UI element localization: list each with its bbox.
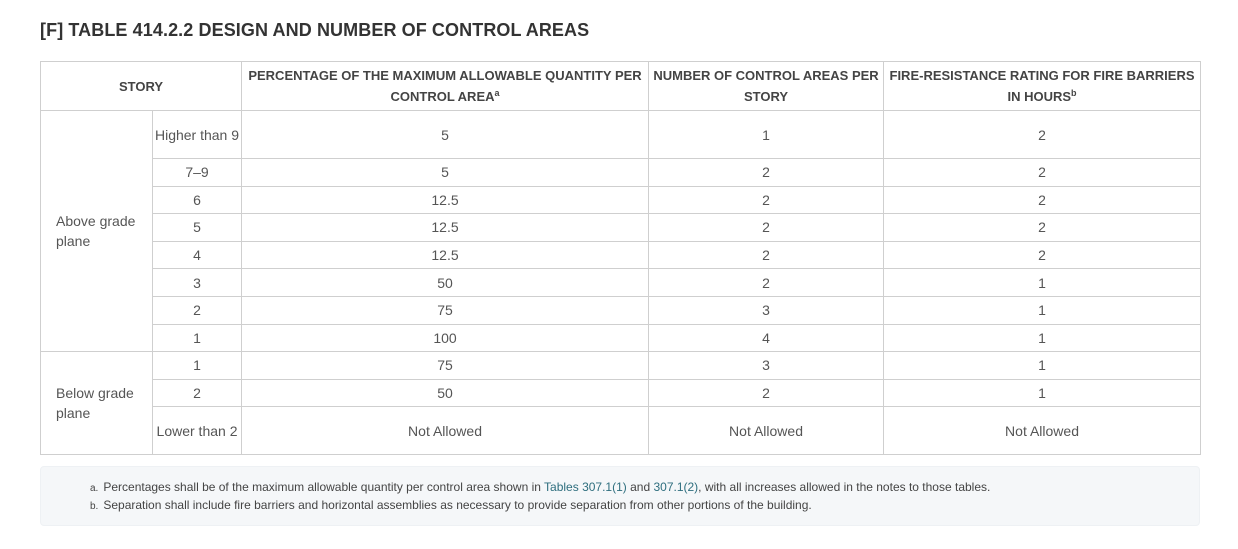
table-row	[41, 379, 1201, 407]
percentage-cell: 75	[242, 296, 649, 324]
group-label-below-grade: Below grade plane	[41, 352, 153, 455]
footnote-b	[90, 497, 812, 515]
table-row	[41, 269, 1201, 297]
percentage-cell: 5	[242, 159, 649, 187]
control-areas-cell: 2	[649, 269, 884, 297]
table-row	[41, 111, 1201, 159]
story-cell: 3	[153, 269, 242, 297]
fire-rating-cell: 2	[884, 241, 1201, 269]
footnote-a	[90, 479, 990, 497]
header-row	[41, 62, 1201, 111]
footnote-text: , with all increases allowed in the notes to those tables.	[698, 480, 991, 494]
percentage-cell: 12.5	[242, 186, 649, 214]
percentage-cell: 12.5	[242, 214, 649, 242]
footnote-text: Separation shall include fire barriers and horizontal assemblies as necessary to provide separation from other portions of the building.	[103, 498, 812, 512]
story-cell: 1	[153, 324, 242, 352]
fire-rating-cell: Not Allowed	[884, 407, 1201, 455]
table-307-1-2-link[interactable]: 307.1(2)	[653, 480, 699, 494]
story-cell: 6	[153, 186, 242, 214]
fire-rating-cell: 2	[884, 159, 1201, 187]
table-row	[41, 214, 1201, 242]
control-areas-cell: 3	[649, 296, 884, 324]
story-cell: 2	[153, 379, 242, 407]
control-areas-cell: 2	[649, 379, 884, 407]
table-title: [F] TABLE 414.2.2 DESIGN AND NUMBER OF CONTROL AREAS	[40, 20, 590, 40]
story-cell: Higher than 9	[153, 111, 242, 159]
percentage-cell: 100	[242, 324, 649, 352]
fire-rating-cell: 1	[884, 296, 1201, 324]
fire-rating-cell: 1	[884, 269, 1201, 297]
control-areas-cell: Not Allowed	[649, 407, 884, 455]
percentage-cell: 5	[242, 111, 649, 159]
fire-rating-cell: 2	[884, 214, 1201, 242]
fire-rating-cell: 1	[884, 379, 1201, 407]
percentage-cell: 75	[242, 352, 649, 380]
story-cell: Lower than 2	[153, 407, 242, 455]
group-label-above-grade: Above grade plane	[41, 111, 153, 352]
percentage-cell: 50	[242, 379, 649, 407]
story-cell: 1	[153, 352, 242, 380]
header-fire-rating: FIRE-RESISTANCE RATING FOR FIRE BARRIERS IN HOURS$^b$	[884, 62, 1201, 111]
table-row	[41, 296, 1201, 324]
story-cell: 4	[153, 241, 242, 269]
footnote-text: Percentages shall be of the maximum allowable quantity per control area shown in	[103, 480, 545, 494]
control-areas-cell: 4	[649, 324, 884, 352]
percentage-cell: Not Allowed	[242, 407, 649, 455]
footnote-marker: a.	[90, 483, 99, 494]
footnote-marker: b.	[90, 501, 99, 512]
header-control-areas: NUMBER OF CONTROL AREAS PER STORY	[649, 62, 884, 111]
header-percentage: PERCENTAGE OF THE MAXIMUM ALLOWABLE QUANTITY PER CONTROL AREA$^a$	[242, 62, 649, 111]
control-areas-cell: 2	[649, 186, 884, 214]
fire-rating-cell: 2	[884, 186, 1201, 214]
header-story: STORY	[41, 62, 242, 111]
control-areas-cell: 2	[649, 214, 884, 242]
fire-rating-cell: 1	[884, 352, 1201, 380]
control-areas-cell: 1	[649, 111, 884, 159]
control-areas-cell: 3	[649, 352, 884, 380]
table-row	[41, 241, 1201, 269]
control-areas-cell: 2	[649, 159, 884, 187]
story-cell: 5	[153, 214, 242, 242]
table-row	[41, 159, 1201, 187]
control-areas-cell: 2	[649, 241, 884, 269]
fire-rating-cell: 2	[884, 111, 1201, 159]
control-areas-table	[40, 61, 1201, 455]
story-cell: 2	[153, 296, 242, 324]
story-cell: 7–9	[153, 159, 242, 187]
tables-307-1-1-link[interactable]: Tables 307.1(1)	[544, 480, 627, 494]
percentage-cell: 50	[242, 269, 649, 297]
table-row	[41, 186, 1201, 214]
footnote-ref-b: b	[1071, 88, 1077, 98]
table-row	[41, 324, 1201, 352]
footnotes-panel	[40, 466, 1200, 526]
table-row	[41, 352, 1201, 380]
percentage-cell: 12.5	[242, 241, 649, 269]
fire-rating-cell: 1	[884, 324, 1201, 352]
footnote-text: and	[626, 480, 654, 494]
table-row	[41, 407, 1201, 455]
footnote-ref-a: a	[494, 88, 500, 98]
